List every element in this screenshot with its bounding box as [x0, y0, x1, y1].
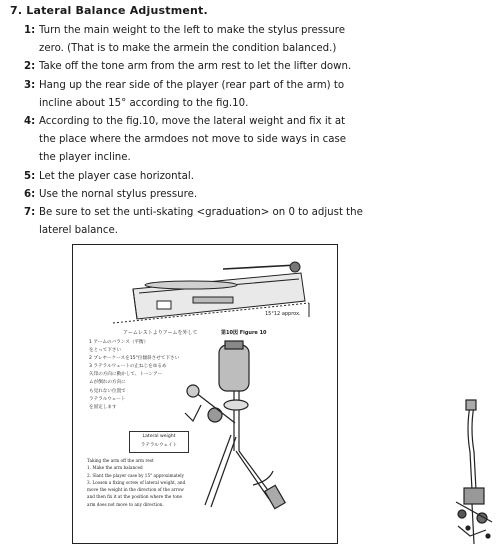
jp-step-line: 1 アームのバランス（平衡） [89, 340, 149, 345]
step-text: incline about 15° according to the fig.10. [39, 97, 249, 109]
step-6 [24, 186, 494, 204]
figure-caption-number: 第10図 Figure 10 [221, 330, 267, 336]
en-step-line: 1. Make the arm balanced [87, 465, 143, 471]
jp-step-line: ムが倒れの方向に [89, 380, 126, 386]
step-4 [24, 113, 494, 168]
en-step-line: 3. Loosen a fixing screw of lateral weight, and [87, 479, 186, 485]
jp-step-line: をとって下さい [89, 348, 122, 354]
step-number: 3: [24, 79, 36, 91]
jp-step-line: ラテラルウェート [89, 396, 126, 402]
lateral-weight-label-jp: ラテラルウェイト [140, 443, 178, 448]
tone-arm-side-illustration [452, 398, 496, 546]
step-number: 4: [24, 116, 36, 128]
jp-step-line: も見れない位置で [89, 388, 126, 394]
step-text: Take off the tone arm from the arm rest to let the lifter down. [39, 61, 352, 73]
step-text: Hang up the rear side of the player (rear part of the arm) to [39, 79, 345, 91]
lateral-weight-label-en: Lateral weight [142, 434, 176, 439]
step-text: Let the player case horizontal. [39, 170, 194, 182]
step-number: 2: [24, 61, 36, 73]
figure-steps-en [87, 457, 247, 508]
en-step-line: and then fix it at the position where the tone [87, 494, 183, 500]
step-text: Turn the main weight to the left to make the stylus pressure [39, 25, 346, 36]
figure-steps-jp [89, 339, 249, 412]
section-heading: 7. Lateral Balance Adjustment. [10, 4, 208, 17]
jp-step-line: 矢印の方向に動かして、トーンアー [89, 372, 163, 378]
en-step-line: Taking the arm off the arm rest [87, 458, 154, 463]
step-5 [24, 168, 494, 186]
step-3 [24, 77, 494, 113]
step-text: According to the fig.10, move the lateral weight and fix it at [39, 116, 346, 128]
step-number: 7: [24, 207, 36, 219]
step-text: Be sure to set the unti-skating <graduation> on 0 to adjust the [39, 207, 363, 219]
step-text: zero. (That is to make the armein the condition balanced.) [39, 43, 337, 55]
figure-10 [72, 244, 338, 544]
step-text: the player incline. [39, 152, 131, 164]
step-number: 5: [24, 170, 36, 182]
en-step-line: 2. Slant the player case by 15° approximately [87, 472, 184, 478]
jp-step-line: 3 ラテラルウェートの止ねじをゆるめ [89, 364, 167, 370]
step-text: the place where the armdoes not move to side ways in case [39, 134, 347, 146]
en-step-line: move the weight in the direction of the arrow [87, 487, 184, 493]
jp-step-line: 2 プレヤーケースを15°位傾斜させて下さい [89, 356, 180, 362]
step-7 [24, 204, 494, 240]
step-2 [24, 58, 494, 76]
instruction-steps [24, 22, 494, 240]
lateral-weight-label [129, 431, 189, 453]
step-1 [24, 22, 494, 58]
jp-step-line: を固定します [89, 404, 117, 410]
step-text: laterel balance. [39, 225, 118, 237]
en-step-line: arm does not move to any direction. [87, 501, 164, 507]
angle-label: 15°12 approx. [265, 311, 301, 317]
figure-caption-jp: アームレストよりアームを外して [123, 330, 198, 336]
step-text: Use the nornal stylus pressure. [39, 188, 198, 200]
step-number: 1: [24, 25, 36, 36]
step-number: 6: [24, 188, 36, 200]
